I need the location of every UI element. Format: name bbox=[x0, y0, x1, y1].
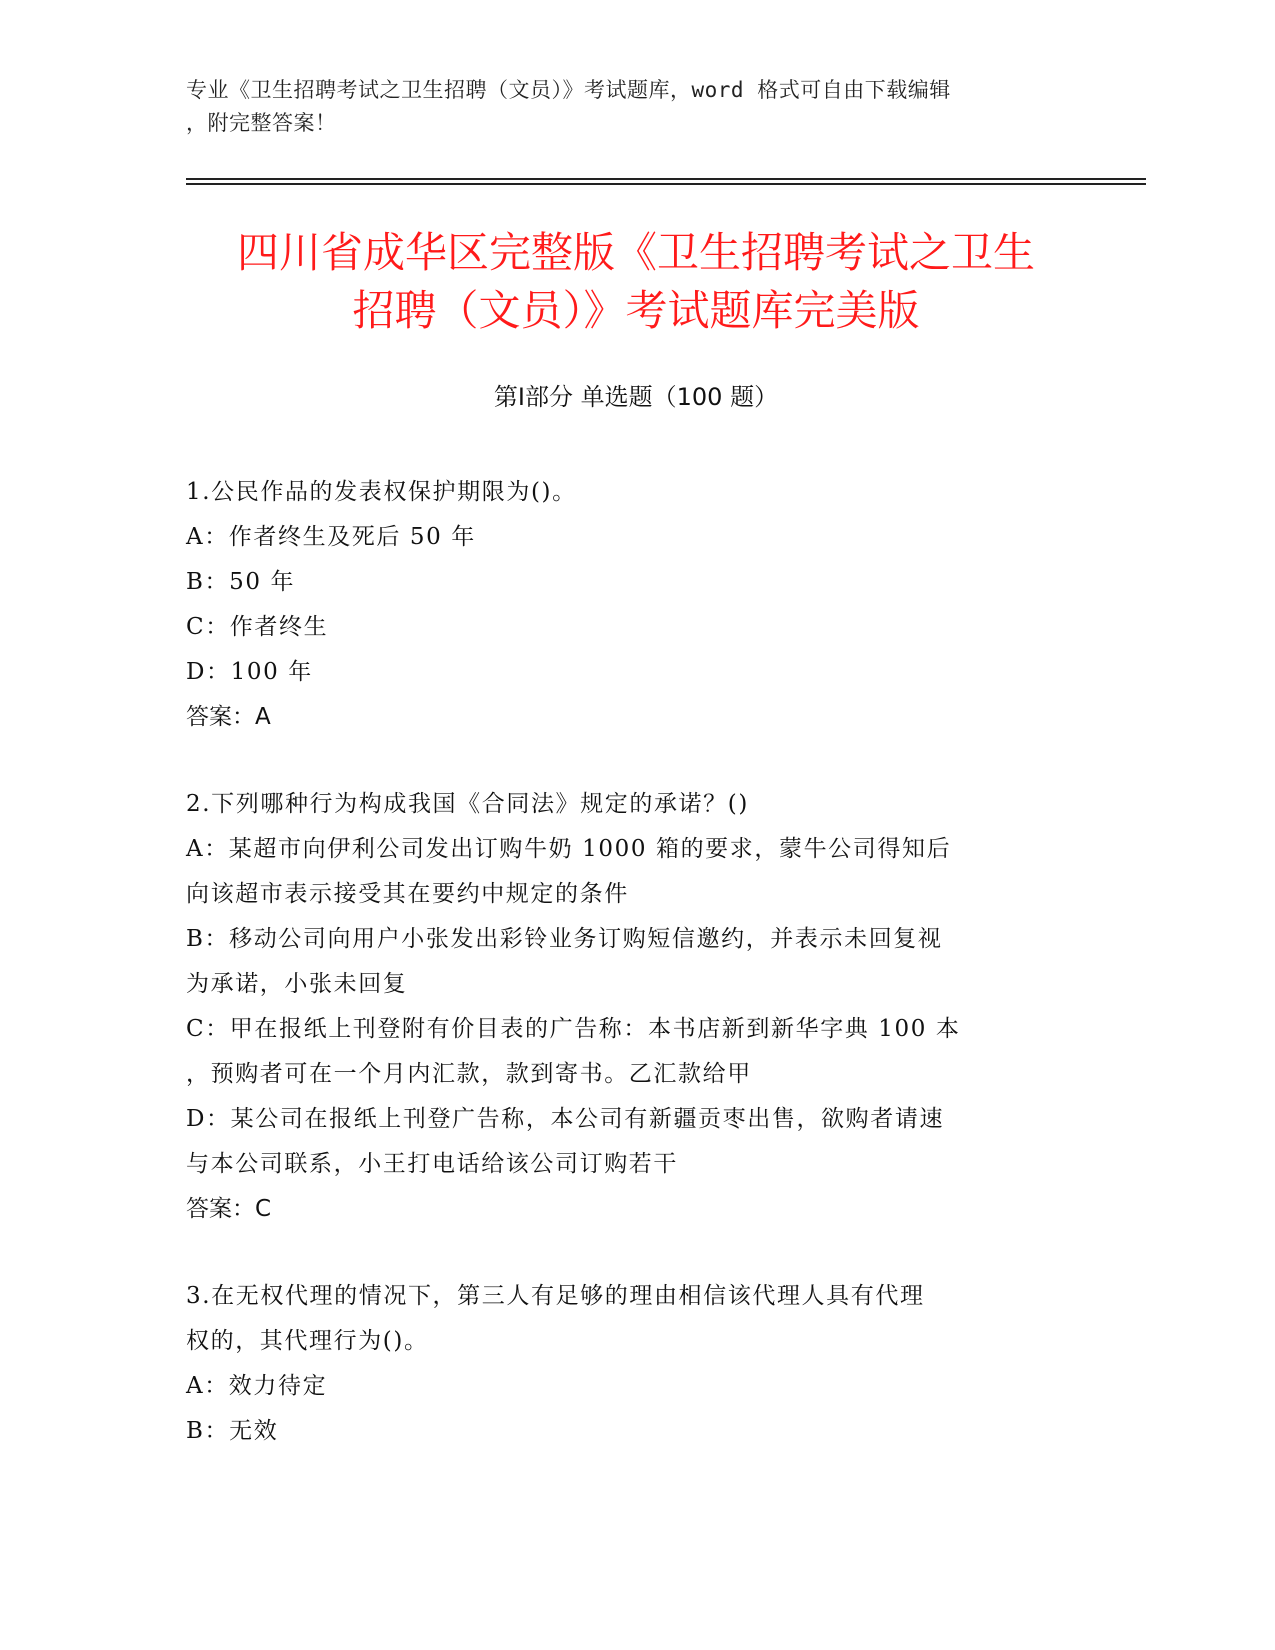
option-c: C：作者终生 bbox=[186, 614, 329, 640]
answer-label: 答案：C bbox=[186, 1196, 272, 1222]
section-heading: 第Ⅰ部分 单选题（100 题） bbox=[493, 383, 779, 411]
header-divider bbox=[186, 183, 1146, 185]
header-note bbox=[186, 74, 1066, 140]
header-note-line: 专业《卫生招聘考试之卫生招聘（文员）》考试题库，word 格式可自由下载编辑 bbox=[186, 78, 951, 102]
option-b: B：50 年 bbox=[186, 569, 296, 595]
option-d-continued: 与本公司联系，小王打电话给该公司订购若干 bbox=[186, 1151, 678, 1177]
option-b-continued: 为承诺，小张未回复 bbox=[186, 971, 408, 997]
question-stem-continued: 权的，其代理行为()。 bbox=[186, 1328, 429, 1354]
option-b: B：移动公司向用户小张发出彩铃业务订购短信邀约，并表示未回复视 bbox=[186, 926, 943, 952]
document-title-line: 四川省成华区完整版《卫生招聘考试之卫生 bbox=[236, 228, 1035, 277]
question-stem: 3.在无权代理的情况下，第三人有足够的理由相信该代理人具有代理 bbox=[186, 1283, 925, 1309]
question-list bbox=[186, 470, 1086, 1496]
document-title-line: 招聘（文员）》考试题库完美版 bbox=[352, 286, 920, 335]
question-stem: 2.下列哪种行为构成我国《合同法》规定的承诺？() bbox=[186, 791, 749, 817]
document-title bbox=[186, 224, 1086, 340]
option-a: A：效力待定 bbox=[186, 1373, 328, 1399]
option-b: B：无效 bbox=[186, 1418, 279, 1444]
header-divider bbox=[186, 178, 1146, 180]
question-item bbox=[186, 782, 1086, 1232]
option-c-continued: ，预购者可在一个月内汇款，款到寄书。乙汇款给甲 bbox=[186, 1061, 752, 1087]
option-a: A：作者终生及死后 50 年 bbox=[186, 524, 476, 550]
header-note-line: ，附完整答案！ bbox=[186, 111, 337, 135]
question-item bbox=[186, 1274, 1086, 1454]
option-d: D：100 年 bbox=[186, 659, 313, 685]
question-stem: 1.公民作品的发表权保护期限为()。 bbox=[186, 479, 577, 505]
option-c: C：甲在报纸上刊登附有价目表的广告称：本书店新到新华字典 100 本 bbox=[186, 1016, 961, 1042]
option-d: D：某公司在报纸上刊登广告称，本公司有新疆贡枣出售，欲购者请速 bbox=[186, 1106, 945, 1132]
option-a: A：某超市向伊利公司发出订购牛奶 1000 箱的要求，蒙牛公司得知后 bbox=[186, 836, 952, 862]
option-a-continued: 向该超市表示接受其在要约中规定的条件 bbox=[186, 881, 629, 907]
answer-label: 答案：A bbox=[186, 704, 271, 730]
question-item bbox=[186, 470, 1086, 740]
